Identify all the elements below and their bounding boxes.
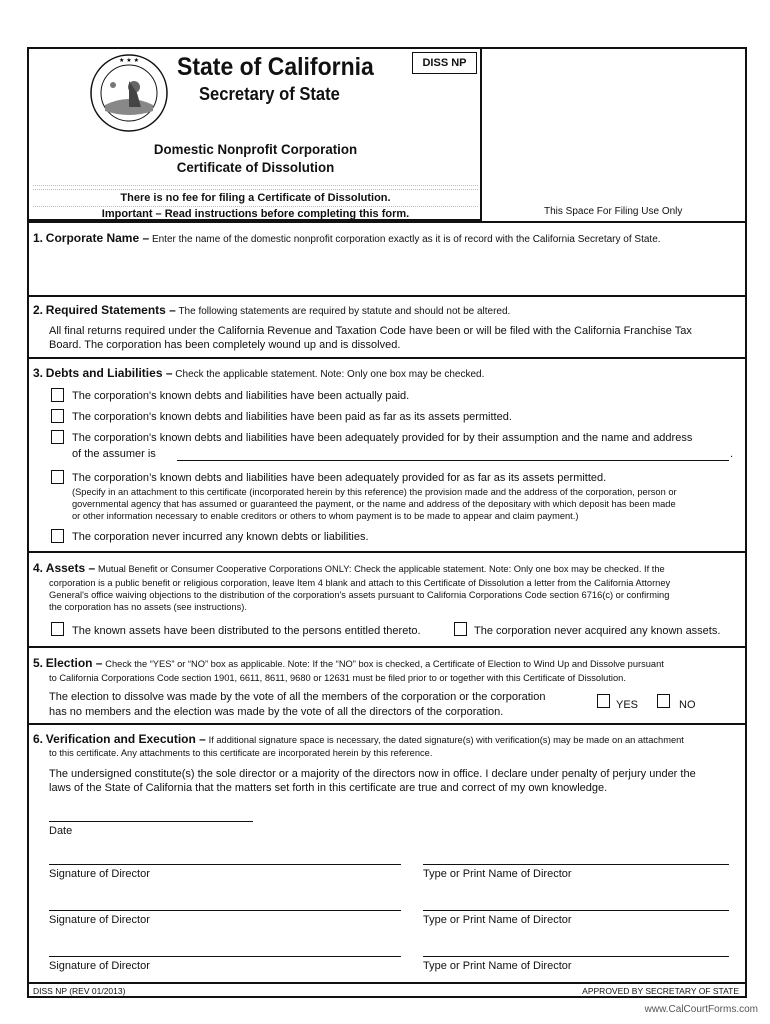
signature-field-1[interactable] <box>49 864 401 865</box>
filing-space-label: This Space For Filing Use Only <box>544 206 683 217</box>
assets-option-2: The corporation never acquired any known assets. <box>474 625 721 637</box>
signature-label-2: Signature of Director <box>49 914 150 926</box>
footer-divider <box>29 982 745 984</box>
no-assets-checkbox[interactable] <box>454 622 467 636</box>
verification-body-1: The undersigned constitute(s) the sole director or a majority of the directors now in office. I declare under penalty of perjury under the <box>49 768 696 780</box>
election-body-2: has no members and the election was made by the vote of all the directors of the corporation. <box>49 706 504 718</box>
assets-desc-3: General's office waiving objections to the distribution of the corporation's assets pursuant to California Corporations Code section 6716(c) or confirming <box>49 590 670 600</box>
debts-option-3-cont: of the assumer is <box>72 448 156 460</box>
debts-option-4: The corporation’s known debts and liabilities have been adequately provided for as far as its assets permitted. <box>72 472 607 484</box>
date-label: Date <box>49 825 73 837</box>
section-heading: 5. Election – Check the “YES” or “NO” box as applicable. Note: If the “NO” box is checked, a Certificate of Election to Wind Up and Dissolve pursuant <box>33 656 664 670</box>
doc-title-line-2: Certificate of Dissolution <box>176 159 335 175</box>
election-body-1: The election to dissolve was made by the vote of all the members of the corporation or the corporation <box>49 691 546 703</box>
print-name-field-3[interactable] <box>423 956 729 957</box>
no-debts-checkbox[interactable] <box>51 529 64 543</box>
corporate-name-field[interactable] <box>49 249 739 295</box>
signature-label-1: Signature of Director <box>49 868 150 880</box>
election-desc-2: to California Corporations Code section 1901, 6611, 8611, 9680 or 12631 must be filed prior to or together with this Certificate of Dissolution. <box>49 673 626 683</box>
section-verification <box>29 723 745 982</box>
debts-option-2: The corporation's known debts and liabilities have been paid as far as its assets permitted. <box>72 411 512 423</box>
section-required-statements <box>29 295 745 359</box>
period-mark: . <box>730 448 734 460</box>
signature-field-3[interactable] <box>49 956 401 957</box>
site-watermark: www.CalCourtForms.com <box>644 1004 758 1015</box>
section-election <box>29 646 745 723</box>
debts-option-1: The corporation's known debts and liabilities have been actually paid. <box>72 390 410 402</box>
print-name-label-2: Type or Print Name of Director <box>423 914 572 926</box>
debts-option-4-note-3: or other information necessary to enable creditors or others to whom payment is to be made to appear and claim payment.) <box>72 511 579 521</box>
print-name-label-1: Type or Print Name of Director <box>423 868 572 880</box>
assets-desc-4: the corporation has no assets (see instructions). <box>49 602 247 612</box>
doc-title-line-1: Domestic Nonprofit Corporation <box>153 141 358 157</box>
divider <box>33 206 478 207</box>
debts-paid-as-permitted-checkbox[interactable] <box>51 409 64 423</box>
debts-option-4-note-2: governmental agency that has assumed or guaranteed the payment, or the name and address of the depositary with which deposit has been made <box>72 499 676 509</box>
no-label: NO <box>679 699 696 711</box>
form-revision: DISS NP (REV 01/2013) <box>33 986 126 996</box>
divider <box>33 189 478 190</box>
section-heading: 3. Debts and Liabilities – Check the applicable statement. Note: Only one box may be checked. <box>33 366 485 380</box>
divider <box>33 185 478 186</box>
statement-line-2: Board. The corporation has been completely wound up and is dissolved. <box>49 339 401 351</box>
section-heading: 6. Verification and Execution – If additional signature space is necessary, the dated signature(s) with verification(s) may be made on an attachment <box>33 732 684 746</box>
verification-desc-2: to this certificate. Any attachments to this certificate are incorporated herein by this reference. <box>49 748 433 758</box>
statement-line-1: All final returns required under the California Revenue and Taxation Code have been or will be filed with the California Franchise Tax <box>49 325 692 337</box>
section-heading: 2. Required Statements – The following statements are required by statute and should not be altered. <box>33 303 511 317</box>
approval-note: APPROVED BY SECRETARY OF STATE <box>582 986 739 996</box>
form-border <box>27 47 747 998</box>
assets-desc-2: corporation is a public benefit or religious corporation, leave Item 4 blank and attach to this Certificate of Dissolution a letter from the California Attorney <box>49 578 671 588</box>
form-header <box>29 49 482 221</box>
section-heading: 1. Corporate Name – Enter the name of the domestic nonprofit corporation exactly as it is of record with the California Secretary of State. <box>33 231 661 245</box>
print-name-field-2[interactable] <box>423 910 729 911</box>
debts-option-3: The corporation's known debts and liabilities have been adequately provided for by their assumption and the name and address <box>72 432 693 444</box>
debts-option-5: The corporation never incurred any known debts or liabilities. <box>72 531 369 543</box>
signature-label-3: Signature of Director <box>49 960 150 972</box>
assets-option-1: The known assets have been distributed to the persons entitled thereto. <box>72 625 421 637</box>
date-field[interactable] <box>49 821 253 822</box>
section-heading: 4. Assets – Mutual Benefit or Consumer Cooperative Corporations ONLY: Check the applicable statement. Note: Only one box may be checked. If the <box>33 561 665 575</box>
assets-distributed-checkbox[interactable] <box>51 622 64 636</box>
important-note: Important – Read instructions before completing this form. <box>101 208 410 220</box>
debts-provided-checkbox[interactable] <box>51 470 64 484</box>
state-seal-icon <box>89 53 169 133</box>
svg-text:★ ★ ★: ★ ★ ★ <box>119 57 139 64</box>
form-code-badge: DISS NP <box>412 52 477 74</box>
debts-assumed-checkbox[interactable] <box>51 430 64 444</box>
section-assets <box>29 551 745 646</box>
page-title: State of California <box>177 53 374 81</box>
print-name-label-3: Type or Print Name of Director <box>423 960 572 972</box>
debts-paid-checkbox[interactable] <box>51 388 64 402</box>
page-subtitle: Secretary of State <box>199 84 340 104</box>
fee-note: There is no fee for filing a Certificate of Dissolution. <box>120 192 391 204</box>
section-corporate-name <box>29 221 745 298</box>
election-yes-checkbox[interactable] <box>597 694 610 708</box>
election-no-checkbox[interactable] <box>657 694 670 708</box>
section-debts-liabilities <box>29 357 745 551</box>
assumer-field[interactable] <box>177 460 729 461</box>
print-name-field-1[interactable] <box>423 864 729 865</box>
debts-option-4-note-1: (Specify in an attachment to this certificate (incorporated herein by this reference) the provision made and the address of the corporation, person or <box>72 487 677 497</box>
signature-field-2[interactable] <box>49 910 401 911</box>
verification-body-2: laws of the State of California that the matters set forth in this certificate are true and correct of my own knowledge. <box>49 782 608 794</box>
yes-label: YES <box>616 699 639 711</box>
